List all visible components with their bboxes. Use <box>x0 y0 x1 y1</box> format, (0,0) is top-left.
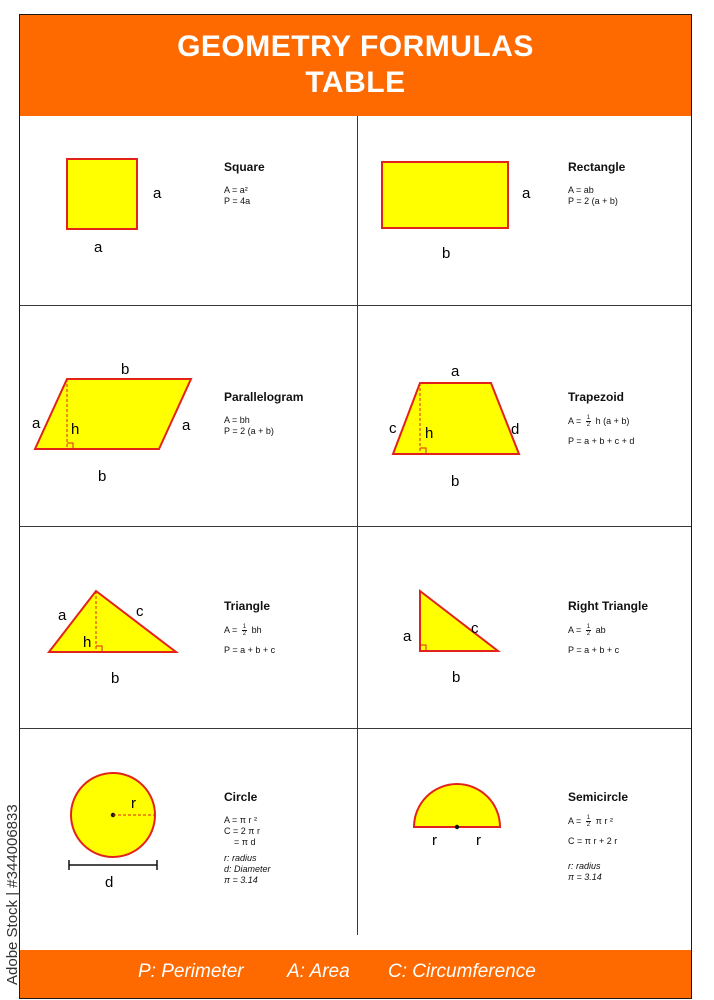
area-suffix: h (a + b) <box>595 415 630 426</box>
parallelogram-side-label: a <box>32 415 41 432</box>
spacer <box>568 847 628 861</box>
triangle-height-label: h <box>83 634 92 651</box>
right-triangle-shape <box>420 591 498 651</box>
semicircle-shape <box>414 784 500 827</box>
area-prefix: A = <box>224 624 238 635</box>
area-formula: A = bh <box>224 415 250 425</box>
right-triangle-side-label: c <box>471 620 479 637</box>
perimeter-formula: P = a + b + c + d <box>568 436 635 446</box>
area-formula <box>568 415 634 428</box>
trapezoid-height-label: h <box>425 425 434 442</box>
area-formula <box>568 624 648 637</box>
pi-note: π = 3.14 <box>224 875 258 885</box>
fraction-denominator: 2 <box>242 631 247 637</box>
rectangle-cell <box>358 116 693 305</box>
right-triangle-side-label: a <box>403 628 412 645</box>
diameter-note: d: Diameter <box>224 864 271 874</box>
one-half-fraction <box>586 415 591 428</box>
circle-radius-label: r <box>131 795 136 812</box>
one-half-fraction <box>586 815 591 828</box>
circle-diameter-label: d <box>105 874 114 891</box>
semicircle-figure <box>358 729 693 935</box>
fraction-denominator: 2 <box>586 822 591 828</box>
fraction-denominator: 2 <box>586 631 591 637</box>
circumference-formula-alt: = π d <box>234 837 256 847</box>
legend-area: A: Area <box>287 961 350 982</box>
perimeter-formula: P = a + b + c <box>568 645 620 655</box>
square-figure <box>20 116 357 305</box>
parallelogram-side-label: a <box>182 417 191 434</box>
parallelogram-info <box>224 390 303 437</box>
square-side-label: a <box>153 185 162 202</box>
spacer <box>568 828 628 836</box>
square-shape <box>67 159 137 229</box>
spacer <box>224 637 275 645</box>
legend-perimeter: P: Perimeter <box>138 961 244 982</box>
formula-sheet <box>19 14 692 999</box>
fraction-numerator: 1 <box>586 624 591 630</box>
shape-name: Right Triangle <box>568 599 649 613</box>
semicircle-cell <box>358 729 693 935</box>
center-point <box>455 825 459 829</box>
perimeter-formula: P = 2 (a + b) <box>568 196 618 206</box>
perimeter-formula: P = 2 (a + b) <box>224 426 274 436</box>
square-side-label: a <box>94 239 103 256</box>
triangle-side-label: c <box>136 603 144 620</box>
semicircle-radius-label: r <box>432 832 437 849</box>
one-half-fraction <box>242 624 247 637</box>
triangle-cell <box>20 527 357 728</box>
triangle-side-label: b <box>111 670 120 687</box>
shape-name: Circle <box>224 790 258 804</box>
rectangle-shape <box>382 162 508 228</box>
circumference-formula: C = 2 π r <box>224 826 260 836</box>
square-cell <box>20 116 357 305</box>
title-line-2: TABLE <box>305 66 406 99</box>
title-banner <box>20 15 691 116</box>
area-formula <box>568 815 628 828</box>
trapezoid-side-label: b <box>451 473 460 490</box>
shape-name: Square <box>224 160 265 174</box>
pi-note: π = 3.14 <box>568 872 602 882</box>
parallelogram-figure <box>20 306 357 526</box>
legend-footer <box>20 950 691 998</box>
rectangle-figure <box>358 116 693 305</box>
area-suffix: π r ² <box>595 815 613 826</box>
area-suffix: ab <box>595 624 606 635</box>
shape-name: Triangle <box>224 599 271 613</box>
trapezoid-shape <box>393 383 519 454</box>
shape-name: Parallelogram <box>224 390 304 404</box>
semicircle-info <box>568 790 628 883</box>
fraction-numerator: 1 <box>586 815 591 821</box>
triangle-info <box>224 599 275 656</box>
shape-name: Semicircle <box>568 790 629 804</box>
triangle-shape <box>49 591 176 652</box>
spacer <box>568 428 634 436</box>
shape-name: Rectangle <box>568 160 626 174</box>
spacer <box>568 637 648 645</box>
radius-note: r: radius <box>224 853 257 863</box>
square-info <box>224 160 265 207</box>
right-triangle-side-label: b <box>452 669 461 686</box>
legend-circumference: C: Circumference <box>388 961 536 982</box>
area-prefix: A = <box>568 624 582 635</box>
parallelogram-side-label: b <box>98 468 107 485</box>
fraction-numerator: 1 <box>242 624 247 630</box>
trapezoid-side-label: d <box>511 421 520 438</box>
parallelogram-cell <box>20 306 357 526</box>
fraction-numerator: 1 <box>586 415 591 421</box>
trapezoid-cell <box>358 306 693 526</box>
circle-info <box>224 790 271 886</box>
rectangle-side-label: b <box>442 245 451 262</box>
shape-name: Trapezoid <box>568 390 625 404</box>
triangle-figure <box>20 527 357 728</box>
right-triangle-info <box>568 599 648 656</box>
fraction-denominator: 2 <box>586 422 591 428</box>
parallelogram-height-label: h <box>71 421 80 438</box>
area-suffix: bh <box>251 624 262 635</box>
parallelogram-shape <box>35 379 191 449</box>
one-half-fraction <box>586 624 591 637</box>
area-formula: A = a² <box>224 185 248 195</box>
circle-cell <box>20 729 357 935</box>
trapezoid-side-label: c <box>389 420 397 437</box>
area-prefix: A = <box>568 815 582 826</box>
triangle-side-label: a <box>58 607 67 624</box>
perimeter-formula: P = 4a <box>224 196 251 206</box>
title-line-1: GEOMETRY FORMULAS <box>177 30 534 63</box>
area-formula: A = π r ² <box>224 815 257 825</box>
rectangle-side-label: a <box>522 185 531 202</box>
semicircle-radius-label: r <box>476 832 481 849</box>
area-formula: A = ab <box>568 185 594 195</box>
area-prefix: A = <box>568 415 582 426</box>
radius-note: r: radius <box>568 861 601 871</box>
trapezoid-figure <box>358 306 693 526</box>
trapezoid-side-label: a <box>451 363 460 380</box>
rectangle-info <box>568 160 625 207</box>
trapezoid-info <box>568 390 634 447</box>
circumference-formula: C = π r + 2 r <box>568 836 618 846</box>
right-triangle-cell <box>358 527 693 728</box>
perimeter-formula: P = a + b + c <box>224 645 276 655</box>
circle-figure <box>20 729 357 935</box>
stock-credit: Adobe Stock | #344006833 <box>4 804 21 985</box>
area-formula <box>224 624 275 637</box>
parallelogram-side-label: b <box>121 361 130 378</box>
